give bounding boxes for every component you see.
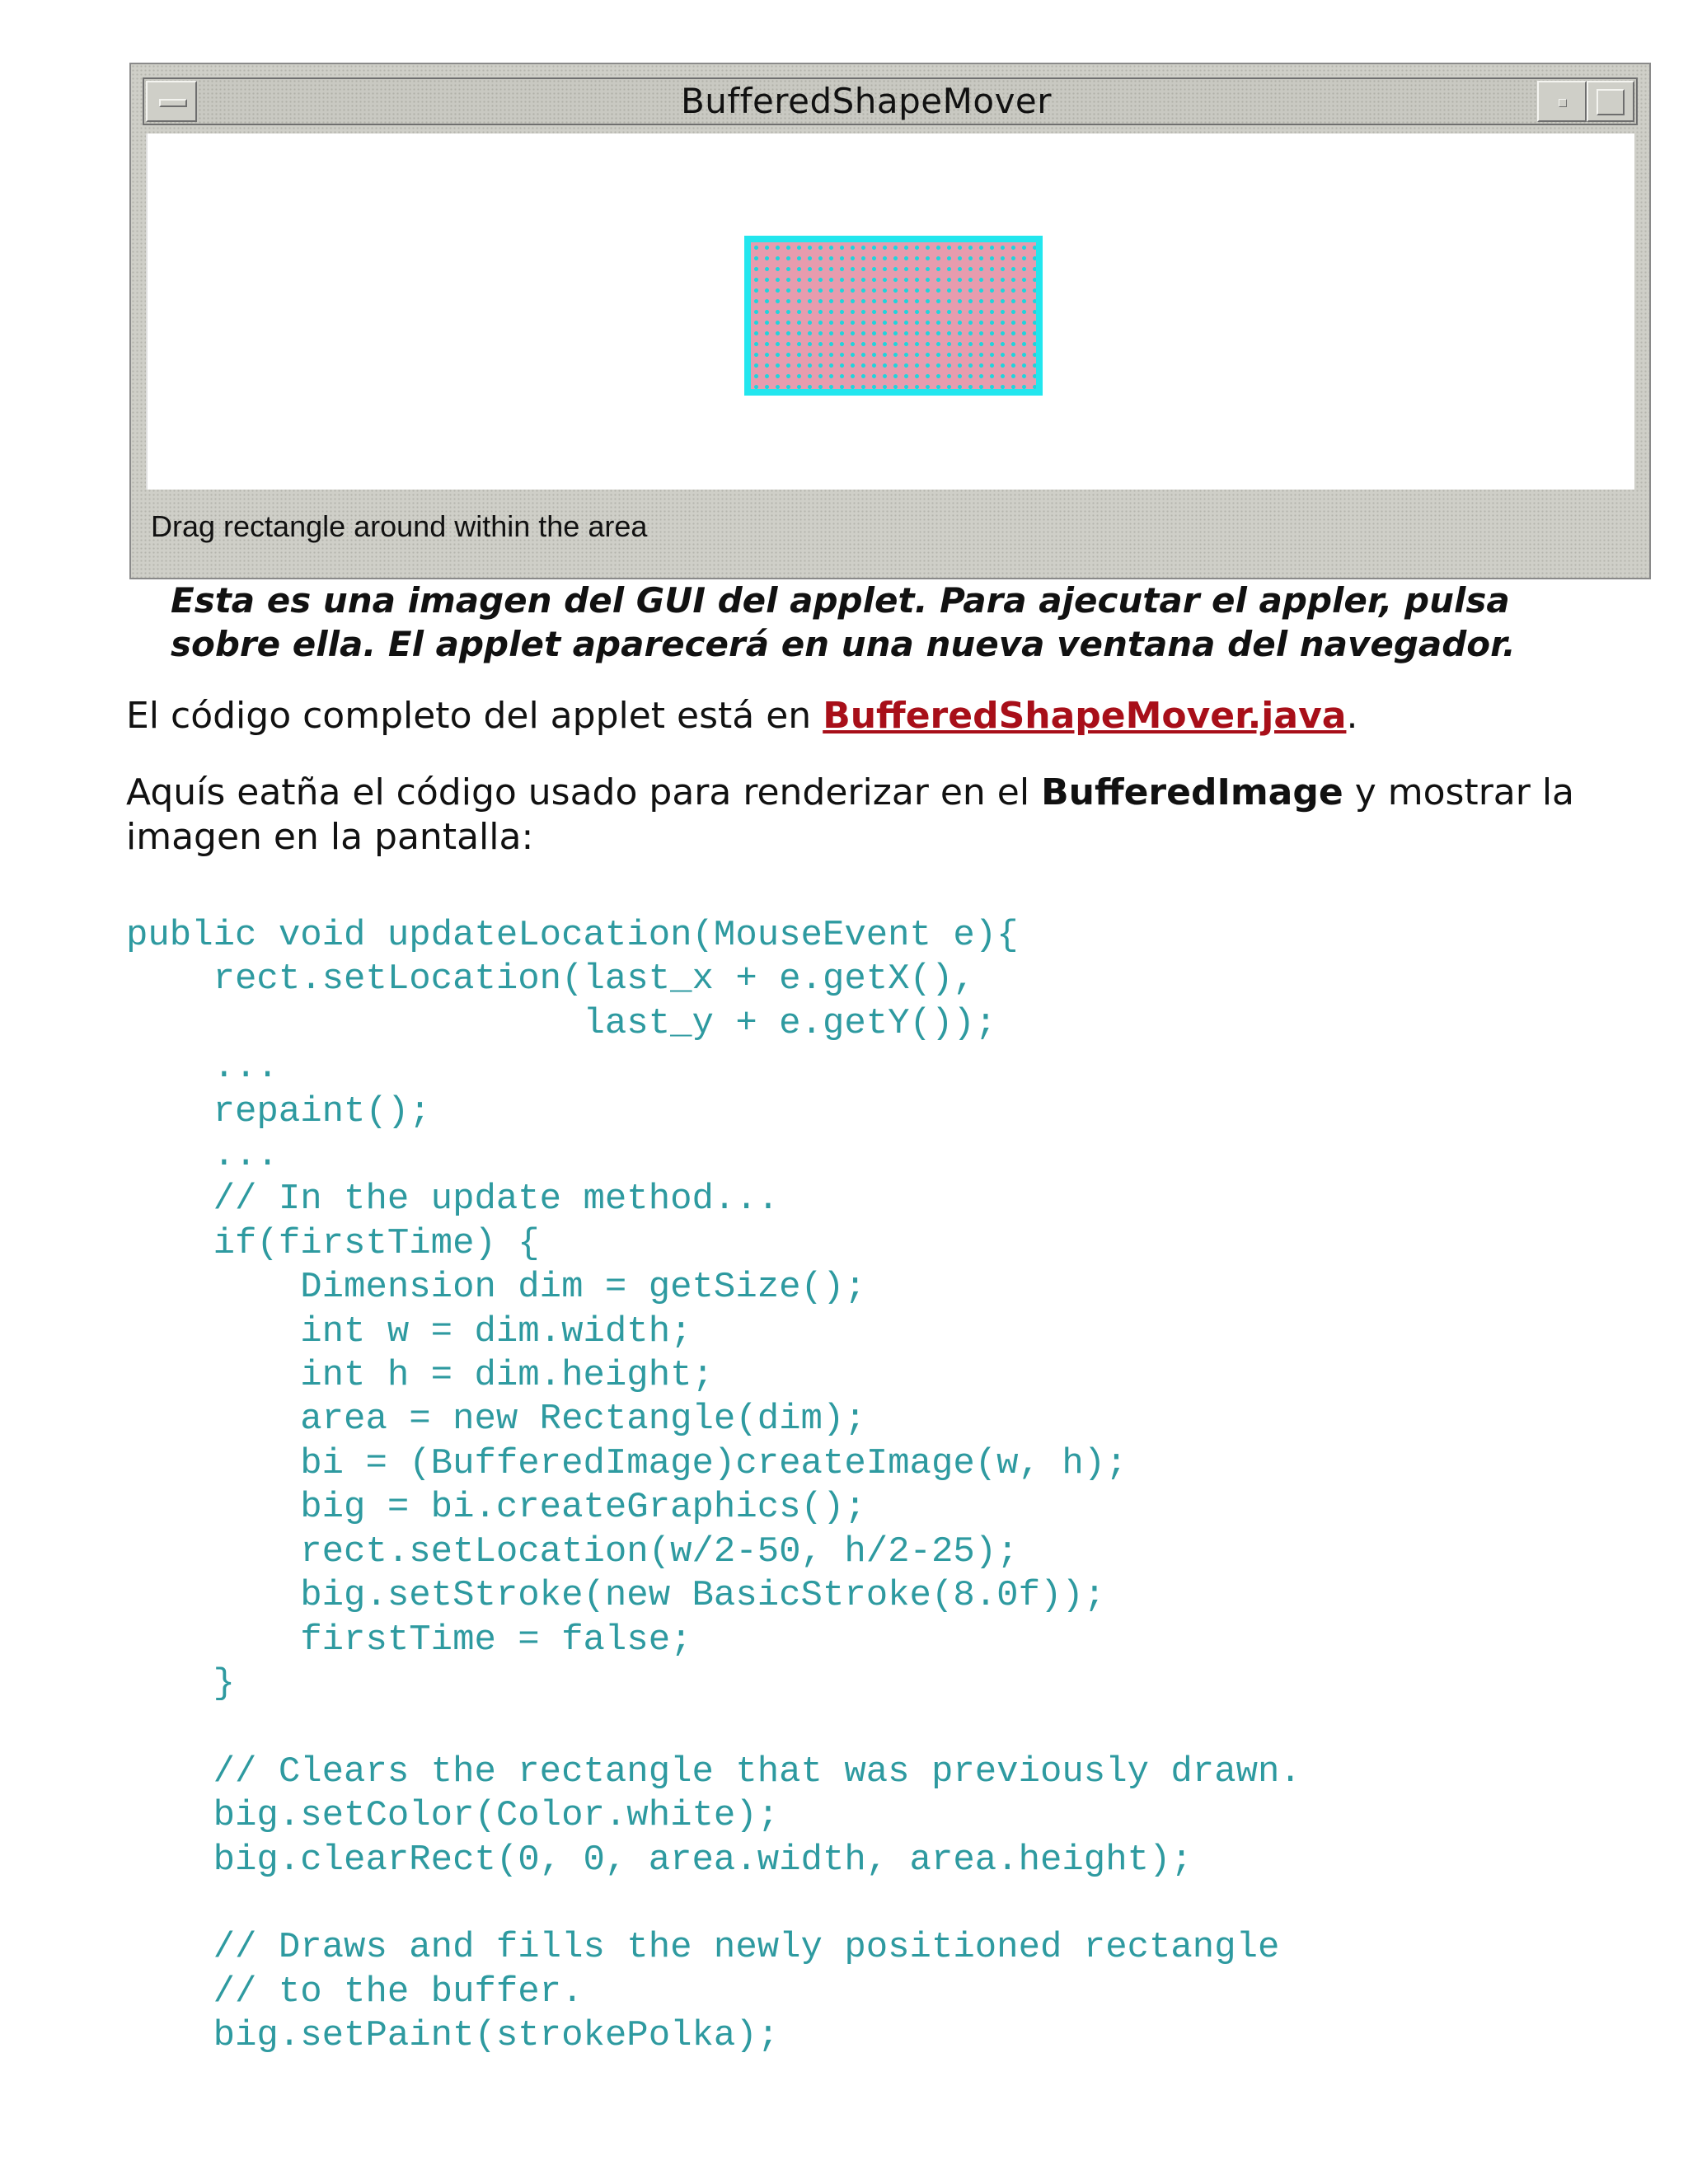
window-title: BufferedShapeMover: [680, 81, 1053, 121]
image-caption: [171, 579, 1572, 666]
caption-line-1: Esta es una imagen del GUI del applet. Para ajecutar el appler, pulsa: [171, 580, 1510, 621]
intro-text-end: y mostrar la imagen en la pantalla:: [126, 771, 1575, 858]
caption-line-2: sobre ella. El applet aparecerá en una nueva ventana del navegador.: [171, 624, 1516, 664]
window-titlebar[interactable]: [143, 77, 1638, 125]
maximize-button[interactable]: [1587, 81, 1634, 122]
code-listing: public void updateLocation(MouseEvent e){ rect.setLocation(last_x + e.getX(), last_y + e.getY()); ... repaint(); ... // In the update method... if(firstTime) { Dimension dim = getSize(); int w = dim.width; int h = dim.height; area = new Rectangle(dim); bi = (BufferedImage)createImage(w, h); big = bi.createGraphics(); rect.setLocation(w/2-50, h/2-25); big.setStroke(new BasicStroke(8.0f)); firstTime = false; } // Clears the rectangle that was previously drawn. big.setColor(Color.white); big.clearRect(0, 0, area.width, area.height); // Draws and fills the newly positioned rectangle // to the buffer. big.setPaint(strokePolka);: [126, 915, 1301, 2057]
window-menu-icon: [159, 99, 187, 107]
window-menu-button[interactable]: [146, 81, 197, 122]
code-intro-paragraph: [126, 771, 1659, 860]
applet-window[interactable]: [129, 63, 1651, 579]
intro-text: Aquís eatña el código usado para renderizar en el: [126, 771, 1042, 813]
source-paragraph: [126, 694, 1659, 738]
minimize-icon: [1559, 99, 1567, 107]
maximize-icon: [1597, 89, 1625, 115]
status-bar: [146, 498, 1634, 554]
buffered-image-term: BufferedImage: [1041, 771, 1343, 813]
source-text: El código completo del applet está en: [126, 695, 823, 737]
draggable-rectangle[interactable]: [744, 236, 1043, 396]
source-file-link[interactable]: BufferedShapeMover.java: [823, 695, 1347, 737]
drawing-area[interactable]: [146, 134, 1634, 490]
status-text: Drag rectangle around within the area: [151, 509, 648, 543]
source-text-end: .: [1346, 695, 1358, 737]
minimize-button[interactable]: [1537, 81, 1587, 122]
